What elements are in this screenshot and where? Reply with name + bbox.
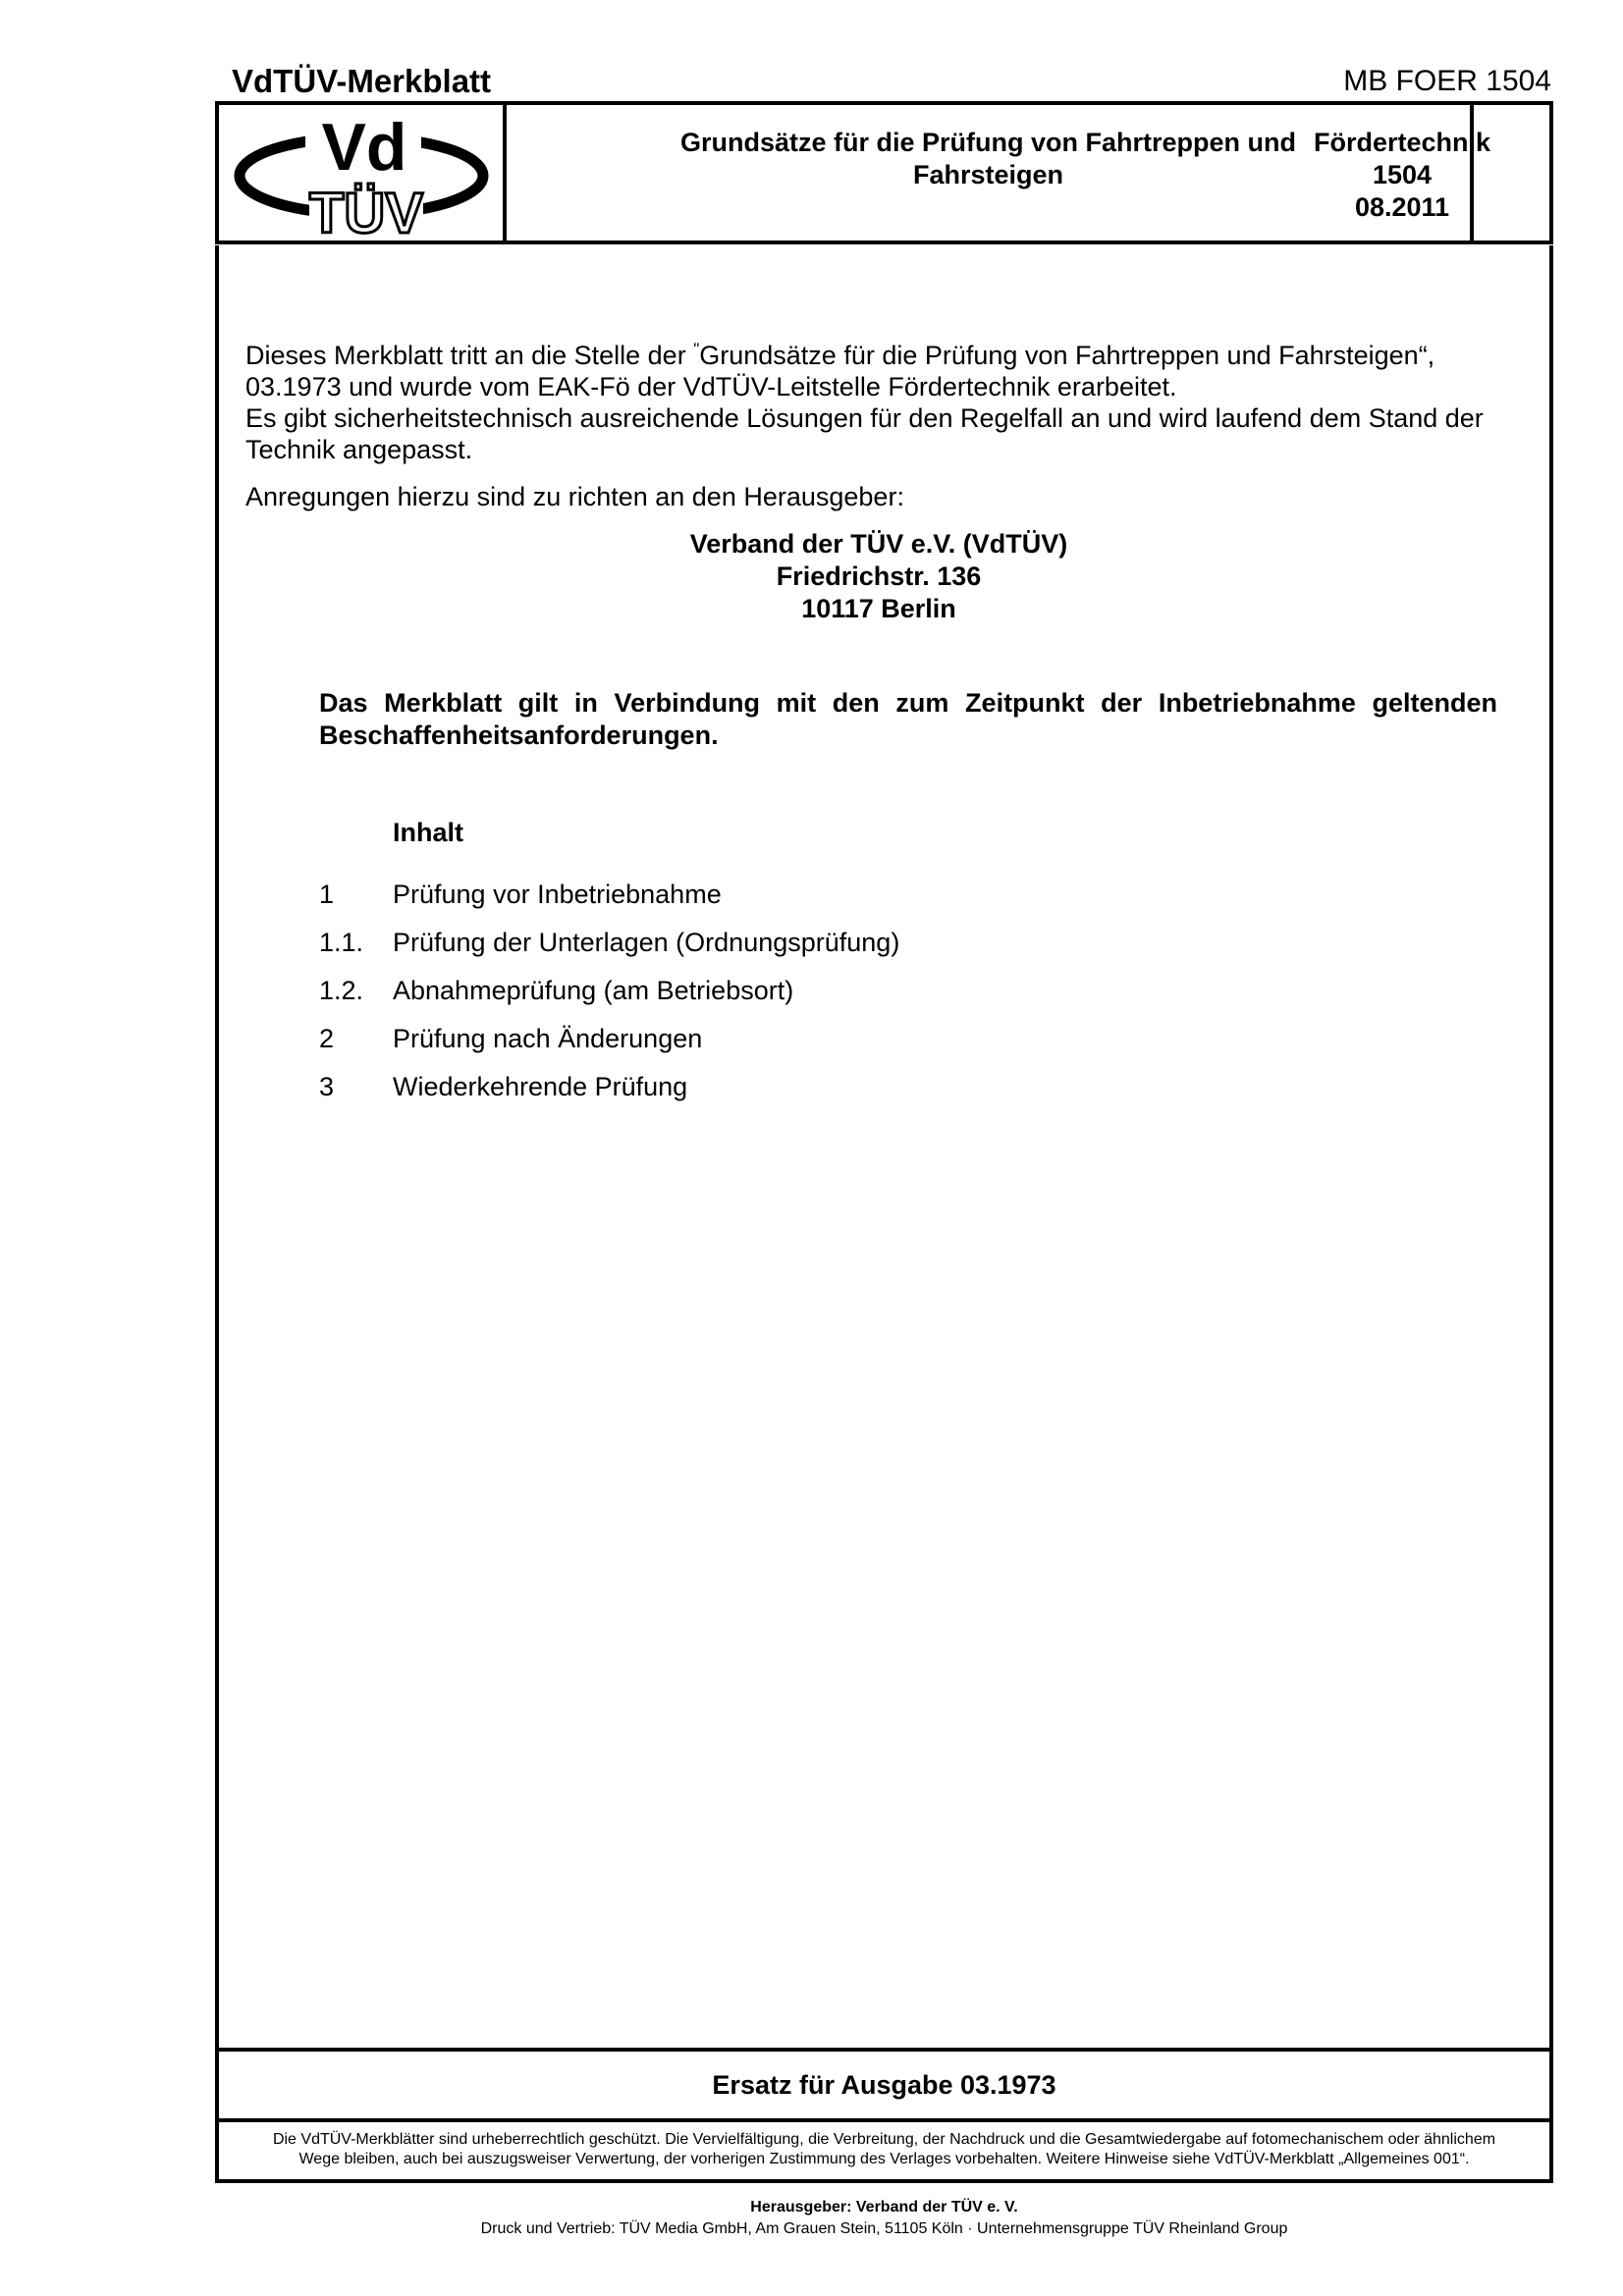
contact-lead: Anregungen hierzu sind zu richten an den Herausgeber: [245, 482, 904, 511]
publisher-city: 10117 Berlin [801, 594, 956, 623]
category-cell [1260, 127, 1544, 224]
toc-item-text: Prüfung der Unterlagen (Ordnungsprüfung) [393, 928, 900, 957]
publisher-street: Friedrichstr. 136 [776, 561, 982, 591]
category-date: 08.2011 [1354, 192, 1450, 222]
body-frame [215, 245, 1553, 2052]
logo-cell [219, 105, 507, 240]
toc-item-number: 3 [319, 1072, 335, 1101]
toc-item-number: 1.2. [319, 976, 364, 1005]
validity-notice: Das Merkblatt gilt in Verbindung mit den zum Zeitpunkt der Inbetriebnahme geltenden Beschaffenheitsanforderungen. [319, 688, 1497, 750]
toc-item-text: Prüfung vor Inbetriebnahme [393, 880, 722, 909]
toc-item-number: 1.1. [319, 928, 364, 957]
toc-item-number: 2 [319, 1024, 335, 1053]
footer-print-info: Druck und Vertrieb: TÜV Media GmbH, Am Grauen Stein, 51105 Köln · Unternehmensgruppe TÜV Rheinland Group [480, 2220, 1288, 2237]
publisher-name: Verband der TÜV e.V. (VdTÜV) [689, 529, 1068, 559]
logo-tuev-text: TÜV [309, 182, 423, 240]
intro-paragraph-2: Es gibt sicherheitstechnisch ausreichende Lösungen für den Regelfall an und wird laufend dem Stand der Technik angepasst. [245, 403, 1484, 464]
toc-heading: Inhalt [393, 818, 463, 847]
vdtuev-logo [219, 105, 499, 240]
toc-item-text: Wiederkehrende Prüfung [393, 1072, 688, 1101]
document-type-title: VdTÜV-Merkblatt [232, 63, 492, 99]
toc-item-text: Abnahmeprüfung (am Betriebsort) [393, 976, 794, 1005]
intro-paragraph-1: Dieses Merkblatt tritt an die Stelle der "Grundsätze für die Prüfung von Fahrtreppen und Fahrsteigen“, 03.1973 und wurde vom EAK-Fö der VdTÜV-Leitstelle Fördertechnik erarbeitet. [245, 340, 1435, 401]
replacement-notice: Ersatz für Ausgabe 03.1973 [215, 2048, 1553, 2122]
category-number: 1504 [1372, 160, 1433, 189]
copyright-line-1: Die VdTÜV-Merkblätter sind urheberrechtlich geschützt. Die Vervielfältigung, die Verbreitung, der Nachdruck und die Gesamtwiedergabe auf fotomechanischem oder ähnlichem [272, 2131, 1496, 2148]
subject-line-2: Fahrsteigen [912, 160, 1064, 189]
footer-publisher: Herausgeber: Verband der TÜV e. V. [750, 2199, 1018, 2216]
toc-item-number: 1 [319, 880, 335, 909]
category-name: Fördertechnik [1313, 128, 1491, 157]
header-table [215, 101, 1553, 244]
copyright-notice [215, 2118, 1553, 2183]
document-code: MB FOER 1504 [1343, 65, 1551, 97]
publisher-address [245, 528, 1512, 625]
intro-text [245, 334, 1532, 465]
copyright-line-2: Wege bleiben, auch bei auszugsweiser Verwertung, der vorherigen Zustimmung des Verlages vorbehalten. Weitere Hinweise siehe VdTÜV-Merkblatt „Allgemeines 001“. [298, 2151, 1470, 2167]
logo-vd-text: Vd [321, 110, 407, 185]
subject-line-1: Grundsätze für die Prüfung von Fahrtreppen und [679, 128, 1296, 157]
toc-item-text: Prüfung nach Änderungen [393, 1024, 703, 1053]
